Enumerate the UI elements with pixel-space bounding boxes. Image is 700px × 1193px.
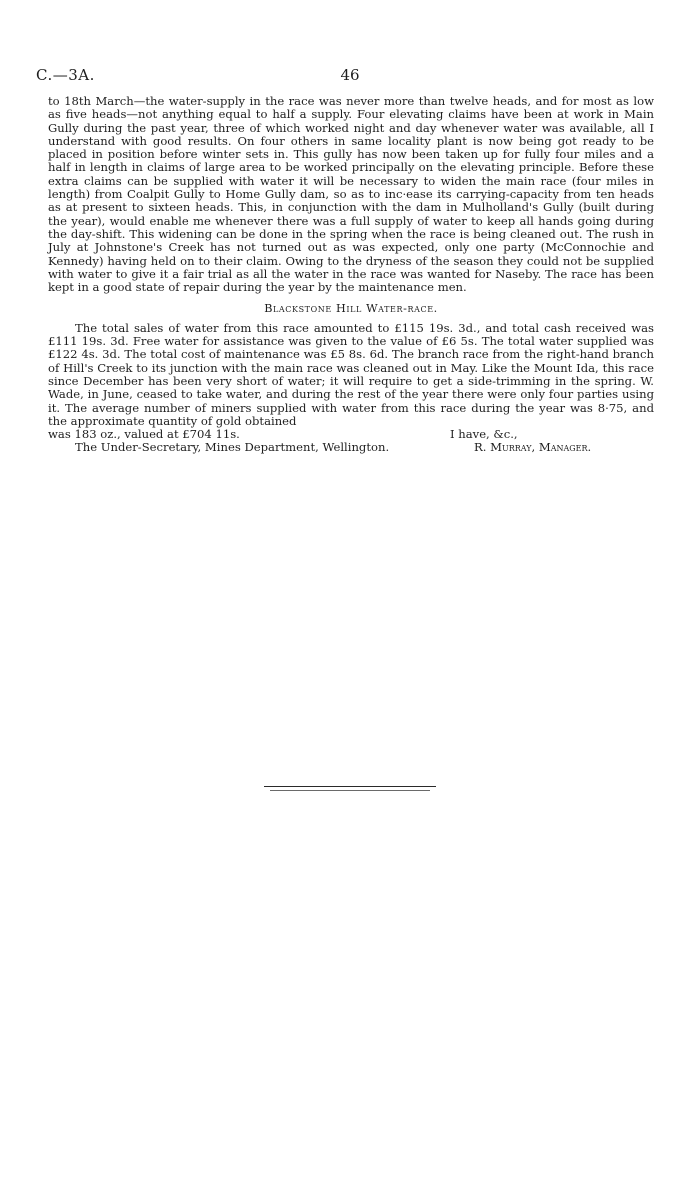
end-rule xyxy=(264,786,436,787)
page-number: 46 xyxy=(340,66,360,84)
addressee: The Under-Secretary, Mines Department, Wellington. xyxy=(75,440,390,455)
gold-value-text: was 183 oz., valued at £704 11s. xyxy=(48,427,240,442)
document-reference: C.—3A. xyxy=(36,66,95,84)
signature: R. Murray, Manager. xyxy=(474,440,592,455)
page-header xyxy=(30,66,656,88)
end-rule-secondary xyxy=(270,790,430,791)
signoff-line xyxy=(48,441,654,455)
section-heading: Blackstone Hill Water-race. xyxy=(264,302,438,316)
closing-salutation: I have, &c., xyxy=(450,427,518,442)
paragraph-mount-ida-continued: to 18th March—the water-supply in the race was never more than twelve heads, and for most as low as five heads—not anything equal to half a supply. Four elevating claims have been at work in Main Gully during the past year, three of which worked night and day whenever water was available, all I understand with good results. On four others in same locality plant is now being got ready to be placed in position before winter sets in. This gully has now been taken up for fully four miles and a half in length in claims of large area to be worked principally on the elevating principle. Before these extra claims can be supplied with water it will be necessary to widen the main race (four miles in length) from Coalpit Gully to Home Gully dam, so as to inc·ease its carrying-capacity from ten heads as at present to sixteen heads. This, in conjunction with the dam in Mulholland's Gully (built during the year), would enable me whenever there was a full supply of water to keep all hands going during the day-shift. This widening can be done in the spring when the race is being cleaned out. The rush in July at Johnstone's Creek has not turned out as was expected, only one party (McConnochie and Kennedy) having held on to their claim. Owing to the dryness of the season they could not be supplied with water to give it a fair trial as all the water in the race was wanted for Naseby. The race has been kept in a good state of repair during the year by the maintenance men. xyxy=(48,94,654,295)
report-body xyxy=(48,95,654,455)
paragraph-blackstone-hill: The total sales of water from this race amounted to £115 19s. 3d., and total cash received was £111 19s. 3d. Free water for assistance was given to the value of £6 5s. The total water supplied was £122 4s. 3d. The total cost of maintenance was £5 8s. 6d. The branch race from the right-hand branch of Hill's Creek to its junction with the main race was cleaned out in May. Like the Mount Ida, this race since December has been very short of water; it will require to get a side-trimming in the spring. W. Wade, in June, ceased to take water, and during the rest of the year there were only four parties using it. The average number of miners supplied with water from this race during the year was 8·75, and the approximate quantity of gold obtained xyxy=(48,320,654,428)
